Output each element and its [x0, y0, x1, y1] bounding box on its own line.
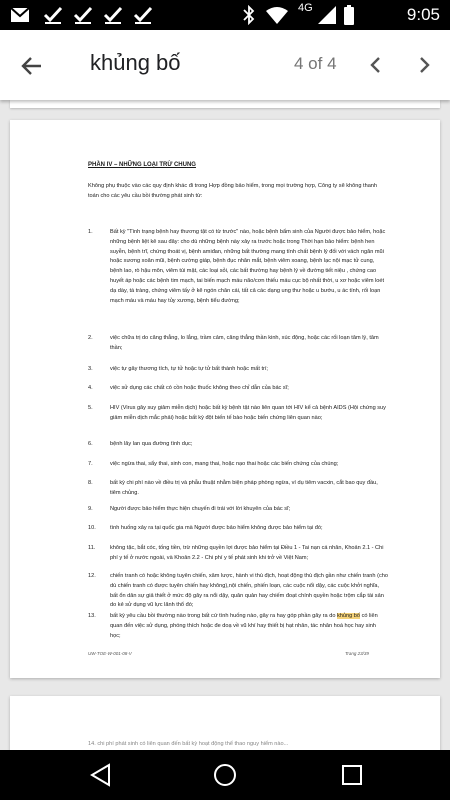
next-match-button[interactable]	[410, 50, 440, 80]
triangle-back-icon	[89, 763, 111, 787]
list-item: 8. bất kỳ chi phí nào về điều trị và phẫu thuật nhằm biện pháp phòng ngừa, ví dụ tiêm vacxin, cắt bao quy đầu, tiêm chủng.	[88, 480, 378, 496]
previous-page	[10, 100, 440, 108]
nav-home-button[interactable]	[210, 760, 240, 790]
list-item: 11. không tặc, bắt cóc, tống tiền, trừ những quyền lợi được bảo hiểm tại Điều 1 - Tai nạn cá nhân, Khoản 2.1 - Chi phí y tế ở nước ngoài, và Khoản 2.2 - Chi phí y tế phát sinh khi trở về Việt Nam;	[88, 545, 384, 561]
document-page	[10, 120, 440, 678]
page-number: Trang 23/39	[345, 651, 369, 656]
status-bar	[0, 0, 450, 30]
arrow-back-icon	[21, 55, 43, 77]
circle-home-icon	[213, 763, 237, 787]
section-heading: PHẦN IV – NHỮNG LOẠI TRỪ CHUNG	[88, 162, 196, 168]
back-button[interactable]	[14, 48, 50, 84]
previous-match-button[interactable]	[360, 50, 390, 80]
list-item: 14. chi phí phát sinh có liên quan đến bất kỳ hoạt động thể thao nguy hiểm nào...	[88, 741, 289, 747]
check-icon	[42, 4, 64, 26]
list-item: 5. HIV (Virus gây suy giảm miễn dịch) hoặc bất kỳ bệnh tật nào liên quan tới HIV kể cả bệnh AIDS (Hội chứng suy giảm miễn dịch mắc phải) hoặc bất kỳ đột biến tế bào hoặc biến chứng liên quan nào;	[88, 405, 386, 421]
page-footer-code: UW-TOE-W-001-08-V	[88, 651, 132, 656]
list-item: 3. việc tự gây thương tích, tự tử hoặc tự tử bất thành hoặc mất trí;	[88, 366, 268, 372]
network-type: 4G	[298, 2, 313, 14]
match-count: 4 of 4	[294, 54, 337, 73]
gmail-icon	[8, 4, 32, 26]
list-item: 9. Người được bảo hiểm thực hiện chuyến đi trái với lời khuyên của bác sĩ;	[88, 506, 291, 512]
wifi-icon	[264, 4, 290, 26]
battery-icon	[342, 4, 356, 26]
list-item: 7. việc ngừa thai, sẩy thai, sinh con, mang thai, hoặc nạo thai hoặc các biến chứng của chúng;	[88, 461, 339, 467]
next-page	[10, 696, 440, 750]
system-nav-bar	[0, 750, 450, 800]
list-item: 2. việc chữa trị do căng thẳng, lo lắng, trầm cảm, căng thẳng thần kinh, xúc động, hoặc các rối loạn tâm lý, tâm thần;	[88, 335, 379, 351]
list-item: 13. bất kỳ yêu cầu bồi thường nào trong bất cứ tình huống nào, gây ra hay góp phần gây ra do khủng bố có liên quan đến việc sử dụng, phóng thích hoặc đe doạ về vũ khí hay thiết bị hạt nhân, tác nhân hoá học hay sinh học;	[88, 613, 378, 639]
chevron-left-icon	[368, 56, 382, 74]
check-icon	[102, 4, 124, 26]
nav-recents-button[interactable]	[337, 760, 367, 790]
signal-icon	[316, 4, 338, 26]
chevron-right-icon	[418, 56, 432, 74]
find-toolbar	[0, 30, 450, 100]
clock: 9:05	[406, 5, 440, 24]
square-recents-icon	[341, 764, 363, 786]
list-item: 1. Bất kỳ "Tình trạng bệnh hay thương tật có từ trước" nào, hoặc bệnh bẩm sinh của Người được bảo hiểm, hoặc những bệnh liệt kê sau đây: cho dù những bệnh này xảy ra trước hoặc trong Thời hạn bảo hiểm: bệnh hen suyễn, bệnh trĩ, chứng thoát vị, bệnh amiđan, những bất thường mang tính chất bệnh lý đối với vách ngăn mũi hoặc xương xoăn mũi, bệnh cường giáp, bệnh đục nhân mắt, bệnh viêm xoang, bệnh lạc nội mạc tử cung, bệnh lao, rò hậu môn, viêm túi mật, các loại sỏi, các bất thường hay bệnh lý về đường tiết niệu , chứng cao huyết áp hoặc các bệnh tim mạch, tai biến mạch máu não/cơn thiếu máu cục bộ nhất thời, u xơ hoặc viêm loét dạ dày, tá tràng, chứng viêm tấy ở kẽ ngón chân cái, tất cả các dạng ung thư hoặc u bướu, u ác tính, rối loạn mạch máu và máu hay tủy xương, bệnh tiểu đường;	[88, 229, 386, 304]
list-item: 12. chiến tranh có hoặc không tuyên chiến, xâm lược, hành vi thù địch, hoạt động thù địch gần như chiến tranh (cho dù chiến tranh có được tuyên chiến hay không),nội chiến, phiến loạn, các cuộc nổi dậy, các cuộc khởi nghĩa, bất ổn dân sự giả thiết ở mức độ gây ra nổi dậy, quân quản hay chiếm đoạt chính quyền hoặc trộm cắp tài sản do kẻ sử dụng vũ lực lãnh thổ đó;	[88, 573, 388, 609]
search-query-field[interactable]: khủng bố	[90, 50, 181, 75]
search-match-highlight: khủng bố	[336, 613, 361, 619]
list-item: 10. tình huống xảy ra tại quốc gia mà Người được bảo hiểm không được bảo hiểm tại đó;	[88, 525, 323, 531]
check-icon	[72, 4, 94, 26]
list-item: 4. việc sử dụng các chất có cồn hoặc thuốc không theo chỉ dẫn của bác sĩ;	[88, 385, 289, 391]
intro-paragraph: Không phụ thuộc vào các quy định khác đi trong Hợp đồng bảo hiểm, trong mọi trường hợp, Công ty sẽ không thanh toán cho các yêu cầu bồi thường phát sinh từ:	[88, 183, 378, 199]
nav-back-button[interactable]	[85, 760, 115, 790]
check-icon	[132, 4, 154, 26]
document-viewer[interactable]	[0, 100, 450, 750]
bluetooth-icon	[240, 4, 258, 26]
list-item: 6. bệnh lây lan qua đường tình dục;	[88, 441, 193, 447]
